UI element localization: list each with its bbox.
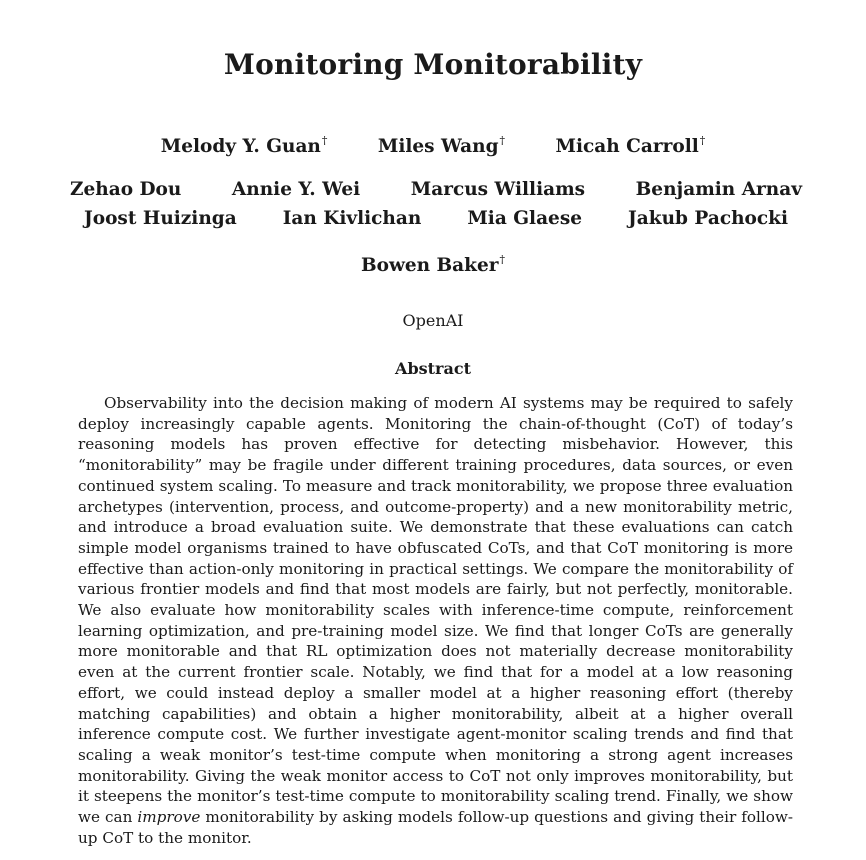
author: Miles Wang† <box>377 134 506 157</box>
author: Bowen Baker† <box>360 253 506 276</box>
author: Joost Huizinga <box>84 208 237 229</box>
author: Benjamin Arnav <box>635 179 802 200</box>
author: Zehao Dou <box>70 179 182 200</box>
author-row-3 <box>84 208 788 229</box>
author: Annie Y. Wei <box>231 179 361 200</box>
author: Marcus Williams <box>410 179 586 200</box>
abstract-emphasis: improve <box>137 808 201 827</box>
author-row-4 <box>0 253 866 276</box>
abstract-body: Observability into the decision making of modern AI systems may be required to safely deploy increasingly capable agents. Monitoring the chain-of-thought (CoT) of today’s reasoning models has proven effective for detecting misbehavior. However, this “monitorability” may be fragile under different training procedures, data sources, or even continued system scaling. To measure and track monitorability, we propose three evaluation archetypes (intervention, process, and outcome-property) and a new monitorability metric, and introduce a broad evaluation suite. We demonstrate that these evaluations can catch simple model organisms trained to have obfuscated CoTs, and that CoT monitoring is more effective than action-only monitoring in practical settings. We compare the monitorability of various frontier models and find that most models are fairly, but not perfectly, monitorable. We also evaluate how monitorability scales with inference-time compute, reinforcement learning optimization, and pre-training model size. We find that longer CoTs are generally more monitorable and that RL optimization does not materially decrease monitorability even at the current frontier scale. Notably, we find that for a model at a low reasoning effort, we could instead deploy a smaller model at a higher reasoning effort (thereby matching capabilities) and obtain a higher monitorability, albeit at a higher overall inference compute cost. We further investigate agent-monitor scaling trends and find that scaling a weak monitor’s test-time compute when monitoring a strong agent increases monitorability. Giving the weak monitor access to CoT not only improves monitorability, but it steepens the monitor’s test-time compute to monitorability scaling trend. Finally, we show we can improve monitorability by asking models follow-up questions and giving their follow-up CoT to the monitor. <box>78 394 793 847</box>
author-row-2 <box>70 179 802 200</box>
author: Ian Kivlichan <box>282 208 422 229</box>
author-row-1 <box>0 134 866 157</box>
author: Mia Glaese <box>467 208 583 229</box>
abstract-heading: Abstract <box>395 359 471 378</box>
paper-title: Monitoring Monitorability <box>223 48 643 81</box>
author: Melody Y. Guan† <box>160 134 328 157</box>
affiliation: OpenAI <box>402 311 464 330</box>
author: Jakub Pachocki <box>628 208 788 229</box>
author: Micah Carroll† <box>555 134 706 157</box>
